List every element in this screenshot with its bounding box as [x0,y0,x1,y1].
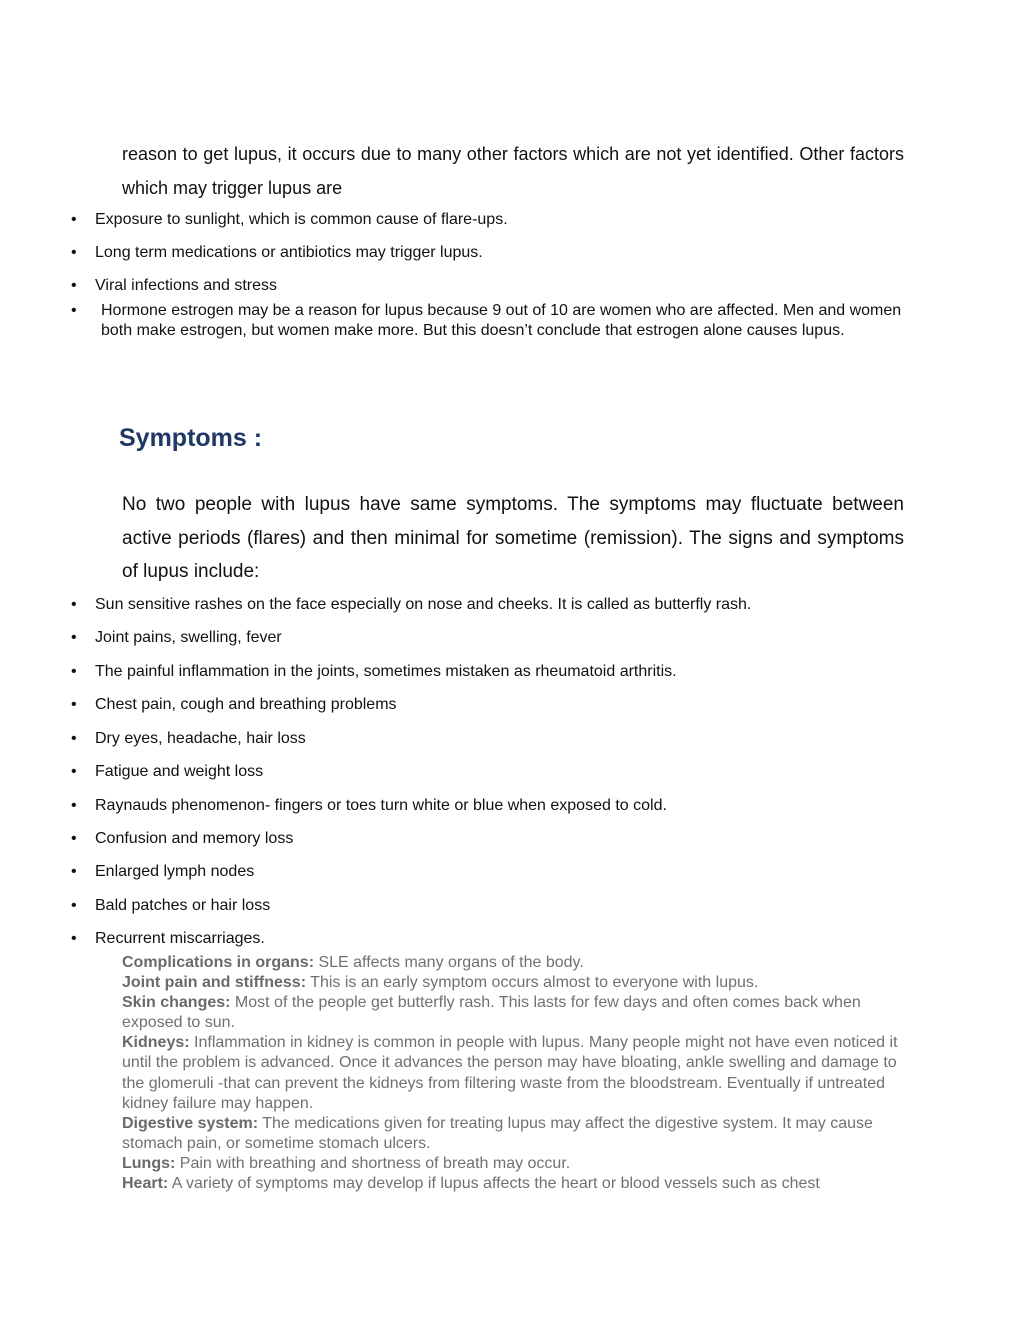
organ-complications-block [122,953,907,1194]
organ-term: Joint pain and stiffness: [122,974,307,992]
bullet-icon: • [71,696,77,713]
organ-description: The medications given for treating lupus may affect the digestive system. It may cause stomach pain, or sometime stomach ulcers. [122,1114,873,1152]
organ-description: Most of the people get butterfly rash. This lasts for few days and often comes back when exposed to sun. [122,994,861,1032]
bullet-icon: • [71,897,77,914]
bullet-icon: • [71,244,77,261]
organ-description: This is an early symptom occurs almost to everyone with lupus. [306,974,759,992]
section-heading-symptoms: Symptoms : [119,424,263,452]
organ-term: Complications in organs: [122,954,315,971]
bullet-icon: • [71,277,77,294]
bullet-icon: • [71,730,77,747]
bullet-icon: • [71,763,77,780]
symptom-text: Sun sensitive rashes on the face especially on nose and cheeks. It is called as butterfly rash. [95,596,752,613]
symptom-text: The painful inflammation in the joints, sometimes mistaken as rheumatoid arthritis. [95,663,677,680]
bullet-icon: • [71,797,77,814]
bullet-icon: • [71,596,77,613]
bullet-icon: • [71,930,77,947]
trigger-text: Long term medications or antibiotics may trigger lupus. [95,244,483,261]
symptom-text: Enlarged lymph nodes [95,863,255,880]
organ-term: Kidneys: [122,1034,190,1052]
organ-term: Heart: [122,1175,169,1193]
symptoms-paragraph: No two people with lupus have same symptoms. The symptoms may fluctuate between active periods (flares) and then minimal for sometime (remission). The signs and symptoms of lupus include: [122,494,904,582]
bullet-icon: • [71,629,77,646]
bullet-icon: • [71,663,77,680]
bullet-icon: • [71,302,77,319]
organ-term: Digestive system: [122,1114,259,1132]
symptom-text: Recurrent miscarriages. [95,930,265,947]
symptom-text: Dry eyes, headache, hair loss [95,730,306,747]
intro-paragraph: reason to get lupus, it occurs due to many other factors which are not yet identified. Other factors which may trigger lupus are [122,144,904,198]
bullet-icon: • [71,863,77,880]
organ-description: SLE affects many organs of the body. [314,954,584,971]
organ-description: A variety of symptoms may develop if lupus affects the heart or blood vessels such as chest [168,1175,820,1193]
symptom-text: Raynauds phenomenon- fingers or toes turn white or blue when exposed to cold. [95,797,667,814]
trigger-text: Viral infections and stress [95,277,278,294]
symptom-text: Bald patches or hair loss [95,897,271,914]
symptom-text: Fatigue and weight loss [95,763,264,780]
bullet-icon: • [71,211,77,228]
bullet-icon: • [71,830,77,847]
organ-term: Skin changes: [122,994,231,1012]
symptom-text: Confusion and memory loss [95,830,294,847]
organ-description: Inflammation in kidney is common in people with lupus. Many people might not have even noticed it until the problem is advanced. Once it advances the person may have bloating, ankle swelling and damage to the glomeruli -that can prevent the kidneys from filtering waste from the bloodstream. Eventually if untreated kidney failure may happen. [122,1034,898,1112]
symptom-text: Joint pains, swelling, fever [95,629,282,646]
symptom-text: Chest pain, cough and breathing problems [95,696,397,713]
trigger-text: Hormone estrogen may be a reason for lupus because 9 out of 10 are women who are affected. Men and women both make estrogen, but women make more. But this doesn’t conclude that estrogen alone causes lupus. [101,302,902,339]
organ-term: Lungs: [122,1154,176,1172]
organ-description: Pain with breathing and shortness of breath may occur. [175,1154,571,1172]
trigger-text: Exposure to sunlight, which is common cause of flare-ups. [95,211,508,228]
